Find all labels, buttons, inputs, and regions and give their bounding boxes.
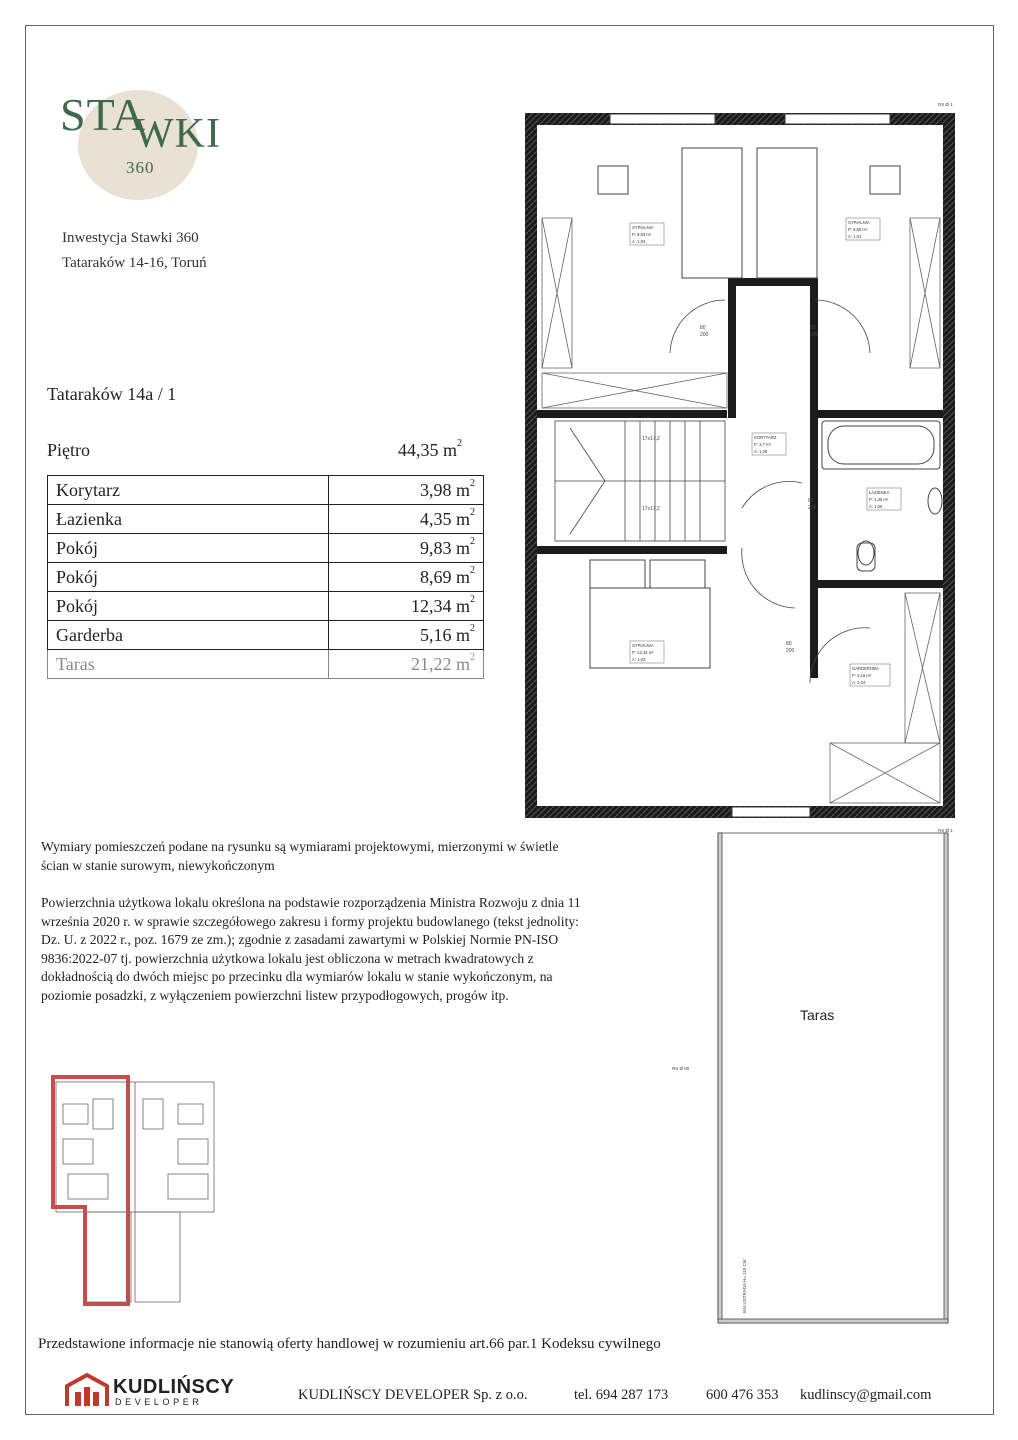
phone-1: tel. 694 287 173 [574,1387,669,1403]
table-row [48,563,484,592]
plan-room-2-area: P: 8,69 m² [848,227,868,232]
table-row [48,476,484,505]
investment-name: Inwestycja Stawki 360 [62,230,199,246]
room-name: Pokój [48,534,329,563]
plan-room-5-code: A: 1,03 [632,657,646,662]
disclaimer: Przedstawione informacje nie stanowią oferty handlowej w rozumieniu art.66 par.1 Kodeksu cywilnego [38,1336,661,1352]
svg-text:80: 80 [700,325,706,331]
room-area: 8,69 $m^2$ [329,563,484,592]
table-row [48,534,484,563]
stairs-label-2: 17x17,2 [642,506,660,512]
svg-text:80: 80 [810,325,816,331]
room-area: 21,22 $m^2$ [329,650,484,679]
logo-text-line1: STA [60,89,147,140]
plan-room-1-name: SYPIALNIA [632,225,654,230]
outer-walls [525,113,955,818]
stairs [555,421,725,541]
svg-text:80: 80 [808,498,814,504]
plan-room-6-code: A: 1,04 [852,680,866,685]
stairs-label-1: 17x17,2 [642,436,660,442]
plan-room-6-name: GARDEROBA [852,666,879,671]
logo-text-line2: WKI [134,111,221,157]
logo-number: 360 [126,158,155,177]
railing-label: BALUSTRADA H= 110 CM [742,1259,747,1313]
plan-room-5-area: P: 12,34 m² [632,650,654,655]
plan-room-6-area: P: 5,16 m² [852,673,872,678]
brand-sub: DEVELOPER [115,1397,203,1407]
svg-text:200: 200 [700,332,709,338]
unit-highlight [53,1077,128,1304]
note-area-definition: Powierzchnia użytkowa lokalu określona na podstawie rozporządzenia Ministra Rozwoju z dnia 11 września 2020 r. w sprawie szczegółowego zakresu i formy projektu budowlanego (tekst jednolity: Dz. U. z 2022 r., poz. 1679 ze zm.); zgodnie z zasadami zawartymi w Polskiej Normie PN-ISO 9836:2022-07 tj. powierzchnia użytkowa lokalu jest obliczona w metrach kwadratowych z dokładnością do dwóch miejsc po przecinku dla wymiarów lokalu w stanie wykończonym, na poziomie posadzki, z wyłączeniem powierzchni listew przypodłogowych, progów itp. [41,895,581,1003]
plan-room-3-code: A: 1,06 [754,449,768,454]
rooms-table [47,475,484,679]
plan-room-3-name: KORYTARZ [754,435,777,440]
table-row [48,592,484,621]
table-row [48,650,484,679]
plan-room-2-name: SYPIALNIA [848,220,870,225]
plan-room-5-name: SYPIALNIA [632,643,654,648]
investment-address: Tataraków 14-16, Toruń [62,255,207,271]
floor-area: 44,35 $m^2$ [398,438,463,460]
room-name: Łazienka [48,505,329,534]
room-area: 9,83 $m^2$ [329,534,484,563]
room-area: 3,98 $m^2$ [329,476,484,505]
plan-room-4-name: ŁAZIENKA [869,490,890,495]
svg-text:200: 200 [808,505,817,511]
plan-room-4-area: P: 4,35 m² [869,497,889,502]
kudlinscy-logo-icon [64,1372,110,1408]
terrace-outline [718,833,948,1323]
brand-name: KUDLIŃSCY [113,1376,235,1398]
floor-plan [510,88,965,1328]
table-row [48,621,484,650]
floor-label: Piętro [47,440,90,460]
plan-room-4-code: A: 1,05 [869,504,883,509]
room-name: Pokój [48,563,329,592]
email: kudlinscy@gmail.com [800,1387,932,1403]
interior-walls [537,278,943,678]
note-dimensions: Wymiary pomieszczeń podane na rysunku są wymiarami projektowymi, mierzonymi w świetle ścian w stanie surowym, niewykończonym [41,839,559,873]
company-name: KUDLIŃSCY DEVELOPER Sp. z o.o. [298,1387,528,1403]
plan-room-2-code: A: 1,01 [848,234,862,239]
table-row [48,505,484,534]
plan-room-1-code: A: 1,03 [632,239,646,244]
room-name: Garderba [48,621,329,650]
room-name: Korytarz [48,476,329,505]
rs-label-mid: RS Ø 1 [938,828,953,833]
wardrobes [542,218,940,803]
bathroom-fixtures [822,421,942,571]
key-plan [48,1074,218,1314]
room-name: Pokój [48,592,329,621]
rs-label-top: RS Ø 1 [938,102,953,107]
svg-text:80: 80 [786,641,792,647]
terrace-label: Taras [800,1007,835,1023]
room-area: 4,35 $m^2$ [329,505,484,534]
plan-room-1-area: P: 9,83 m² [632,232,652,237]
room-name: Taras [48,650,329,679]
room-area: 5,16 $m^2$ [329,621,484,650]
svg-text:200: 200 [786,648,795,654]
phone-2: 600 476 353 [706,1387,779,1403]
rs-label-terrace: RS Ø 80 [672,1066,690,1071]
plan-room-3-area: P: 3,7 m² [754,442,771,447]
unit-title: Tataraków 14a / 1 [47,384,177,404]
room-area: 12,34 $m^2$ [329,592,484,621]
svg-text:200: 200 [810,332,819,338]
